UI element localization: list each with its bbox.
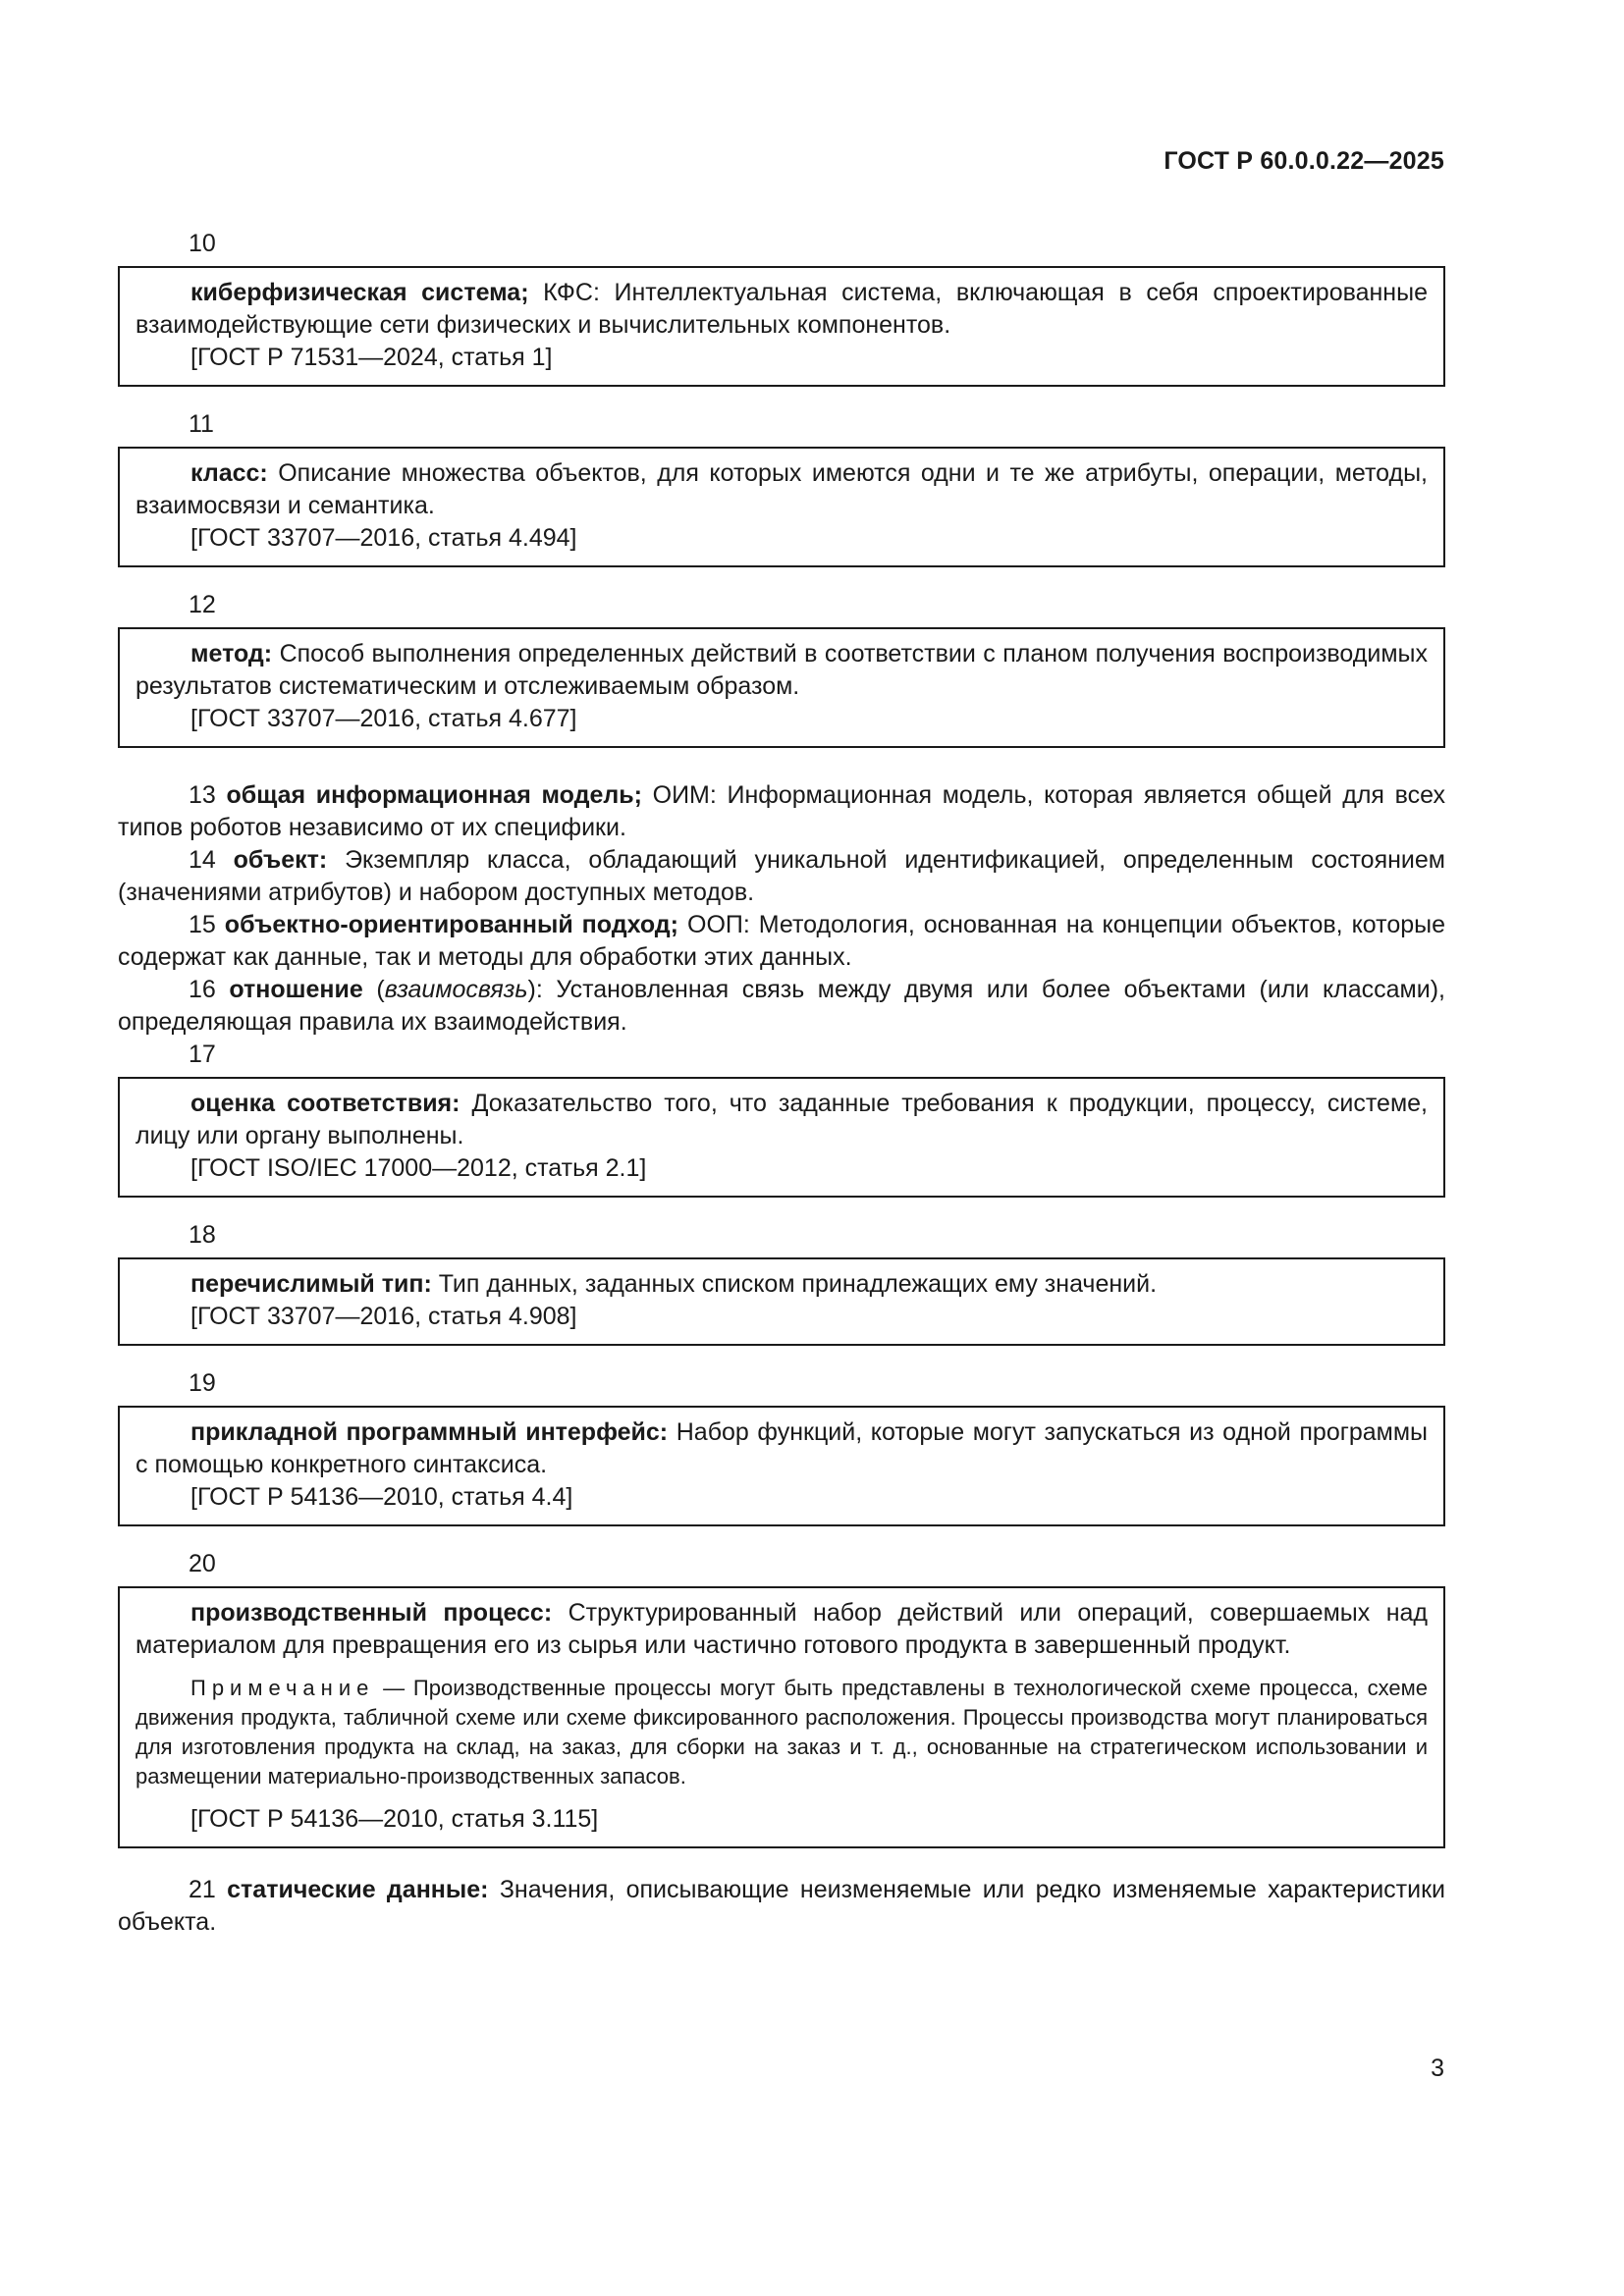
term-source: [ГОСТ ISO/IEC 17000—2012, статья 2.1] — [190, 1154, 647, 1182]
entry-number: 12 — [189, 591, 216, 618]
term-text: Значения, описывающие неизменяемые или редко изменяемые характеристики объекта. — [118, 1876, 1445, 1936]
term-box — [118, 1257, 1445, 1346]
term-box — [118, 447, 1445, 567]
term-paragraph — [118, 1874, 1445, 1939]
term-box — [118, 266, 1445, 387]
entry-number: 21 — [189, 1876, 216, 1903]
term-name: статические данные: — [227, 1876, 489, 1903]
term-name: объектно-ориентированный подход; — [224, 911, 679, 938]
term-name: общая информационная модель; — [226, 781, 642, 809]
term-name: отношение — [229, 976, 363, 1003]
term-text: Доказательство того, что заданные требования к продукции, процессу, системе, лицу или органу выполнены. — [135, 1090, 1428, 1149]
term-name: объект: — [233, 846, 328, 874]
term-definition — [135, 457, 1428, 522]
entry-number: 11 — [189, 410, 214, 438]
term-name: производственный процесс: — [190, 1599, 553, 1627]
term-paragraphs — [118, 1874, 1445, 1939]
term-name: перечислимый тип: — [190, 1270, 432, 1298]
term-text: ОИМ: Информационная модель, которая является общей для всех типов роботов независимо от их специфики. — [118, 781, 1445, 841]
term-text: : Установленная связь между двумя или более объектами (или классами), определяющая правила их взаимодействия. — [118, 976, 1445, 1036]
term-source: [ГОСТ 33707—2016, статья 4.908] — [190, 1303, 577, 1330]
entry-number: 19 — [189, 1369, 216, 1397]
term-paragraph — [118, 909, 1445, 974]
note-label: Примечание — [190, 1676, 375, 1700]
term-text: Структурированный набор действий или операций, совершаемых над материалом для превращения его из сырья или частично готового продукта в завершенный продукт. — [135, 1599, 1428, 1659]
term-definition — [135, 1597, 1428, 1662]
term-source: [ГОСТ Р 71531—2024, статья 1] — [190, 344, 553, 371]
term-source: [ГОСТ Р 54136—2010, статья 4.4] — [190, 1483, 573, 1511]
entry-number: 10 — [189, 230, 216, 257]
term-name: киберфизическая система; — [190, 279, 529, 306]
term-text: ООП: Методология, основанная на концепции объектов, которые содержат как данные, так и методы для обработки этих данных. — [118, 911, 1445, 971]
term-definition — [135, 638, 1428, 703]
term-paragraph — [118, 779, 1445, 844]
term-box — [118, 1077, 1445, 1198]
term-paragraph — [118, 844, 1445, 909]
term-box — [118, 1586, 1445, 1848]
entry-number: 18 — [189, 1221, 216, 1249]
term-definition — [135, 277, 1428, 342]
page-number: 3 — [1431, 2055, 1444, 2082]
term-name: оценка соответствия: — [190, 1090, 460, 1117]
note-text: — Производственные процессы могут быть представлены в технологической схеме процесса, схеме движения продукта, табличной схеме или схеме фиксированного расположения. Процессы производства могут планироваться для изготовления продукта на склад, на заказ, для сборки на заказ и т. д., основанные на стратегическом использовании и размещении материально-производственных запасов. — [135, 1676, 1428, 1789]
term-source: [ГОСТ Р 54136—2010, статья 3.115] — [190, 1805, 599, 1833]
term-text: Тип данных, заданных списком принадлежащих ему значений. — [431, 1270, 1158, 1298]
term-name: метод: — [190, 640, 273, 667]
term-definition — [135, 1268, 1428, 1301]
term-name: прикладной программный интерфейс: — [190, 1418, 669, 1446]
terms-content — [118, 228, 1445, 1939]
term-text: Способ выполнения определенных действий в соответствии с планом получения воспроизводимых результатов систематическим и отслеживаемым образом. — [135, 640, 1428, 700]
entry-number: 13 — [189, 781, 216, 809]
entry-number: 16 — [189, 976, 216, 1003]
entry-number: 14 — [189, 846, 216, 874]
term-box — [118, 1406, 1445, 1526]
term-synonym: взаимосвязь — [384, 976, 528, 1003]
entry-number: 17 — [189, 1041, 216, 1068]
term-paragraph: 16 отношение (взаимосвязь): Установленная связь между двумя или более объектами (или классами), определяющая правила их взаимодействия. — [118, 976, 1445, 1036]
term-source: [ГОСТ 33707—2016, статья 4.494] — [190, 524, 577, 552]
term-definition — [135, 1088, 1428, 1152]
term-box — [118, 627, 1445, 748]
term-definition — [135, 1416, 1428, 1481]
term-text: Набор функций, которые могут запускаться из одной программы с помощью конкретного синтаксиса. — [135, 1418, 1428, 1478]
entry-number: 20 — [189, 1550, 216, 1577]
term-note — [135, 1674, 1428, 1791]
term-paragraphs — [118, 779, 1445, 1039]
document-id-header: ГОСТ Р 60.0.0.22—2025 — [1164, 147, 1444, 175]
term-name: класс: — [190, 459, 268, 487]
entry-number: 15 — [189, 911, 216, 938]
term-text: КФС: Интеллектуальная система, включающая в себя спроектированные взаимодействующие сети физических и вычислительных компонентов. — [135, 279, 1428, 339]
term-text: Экземпляр класса, обладающий уникальной идентификацией, определенным состоянием (значениями атрибутов) и набором доступных методов. — [118, 846, 1445, 906]
term-text: Описание множества объектов, для которых имеются одни и те же атрибуты, операции, методы, взаимосвязи и семантика. — [135, 459, 1428, 519]
term-source: [ГОСТ 33707—2016, статья 4.677] — [190, 705, 577, 732]
